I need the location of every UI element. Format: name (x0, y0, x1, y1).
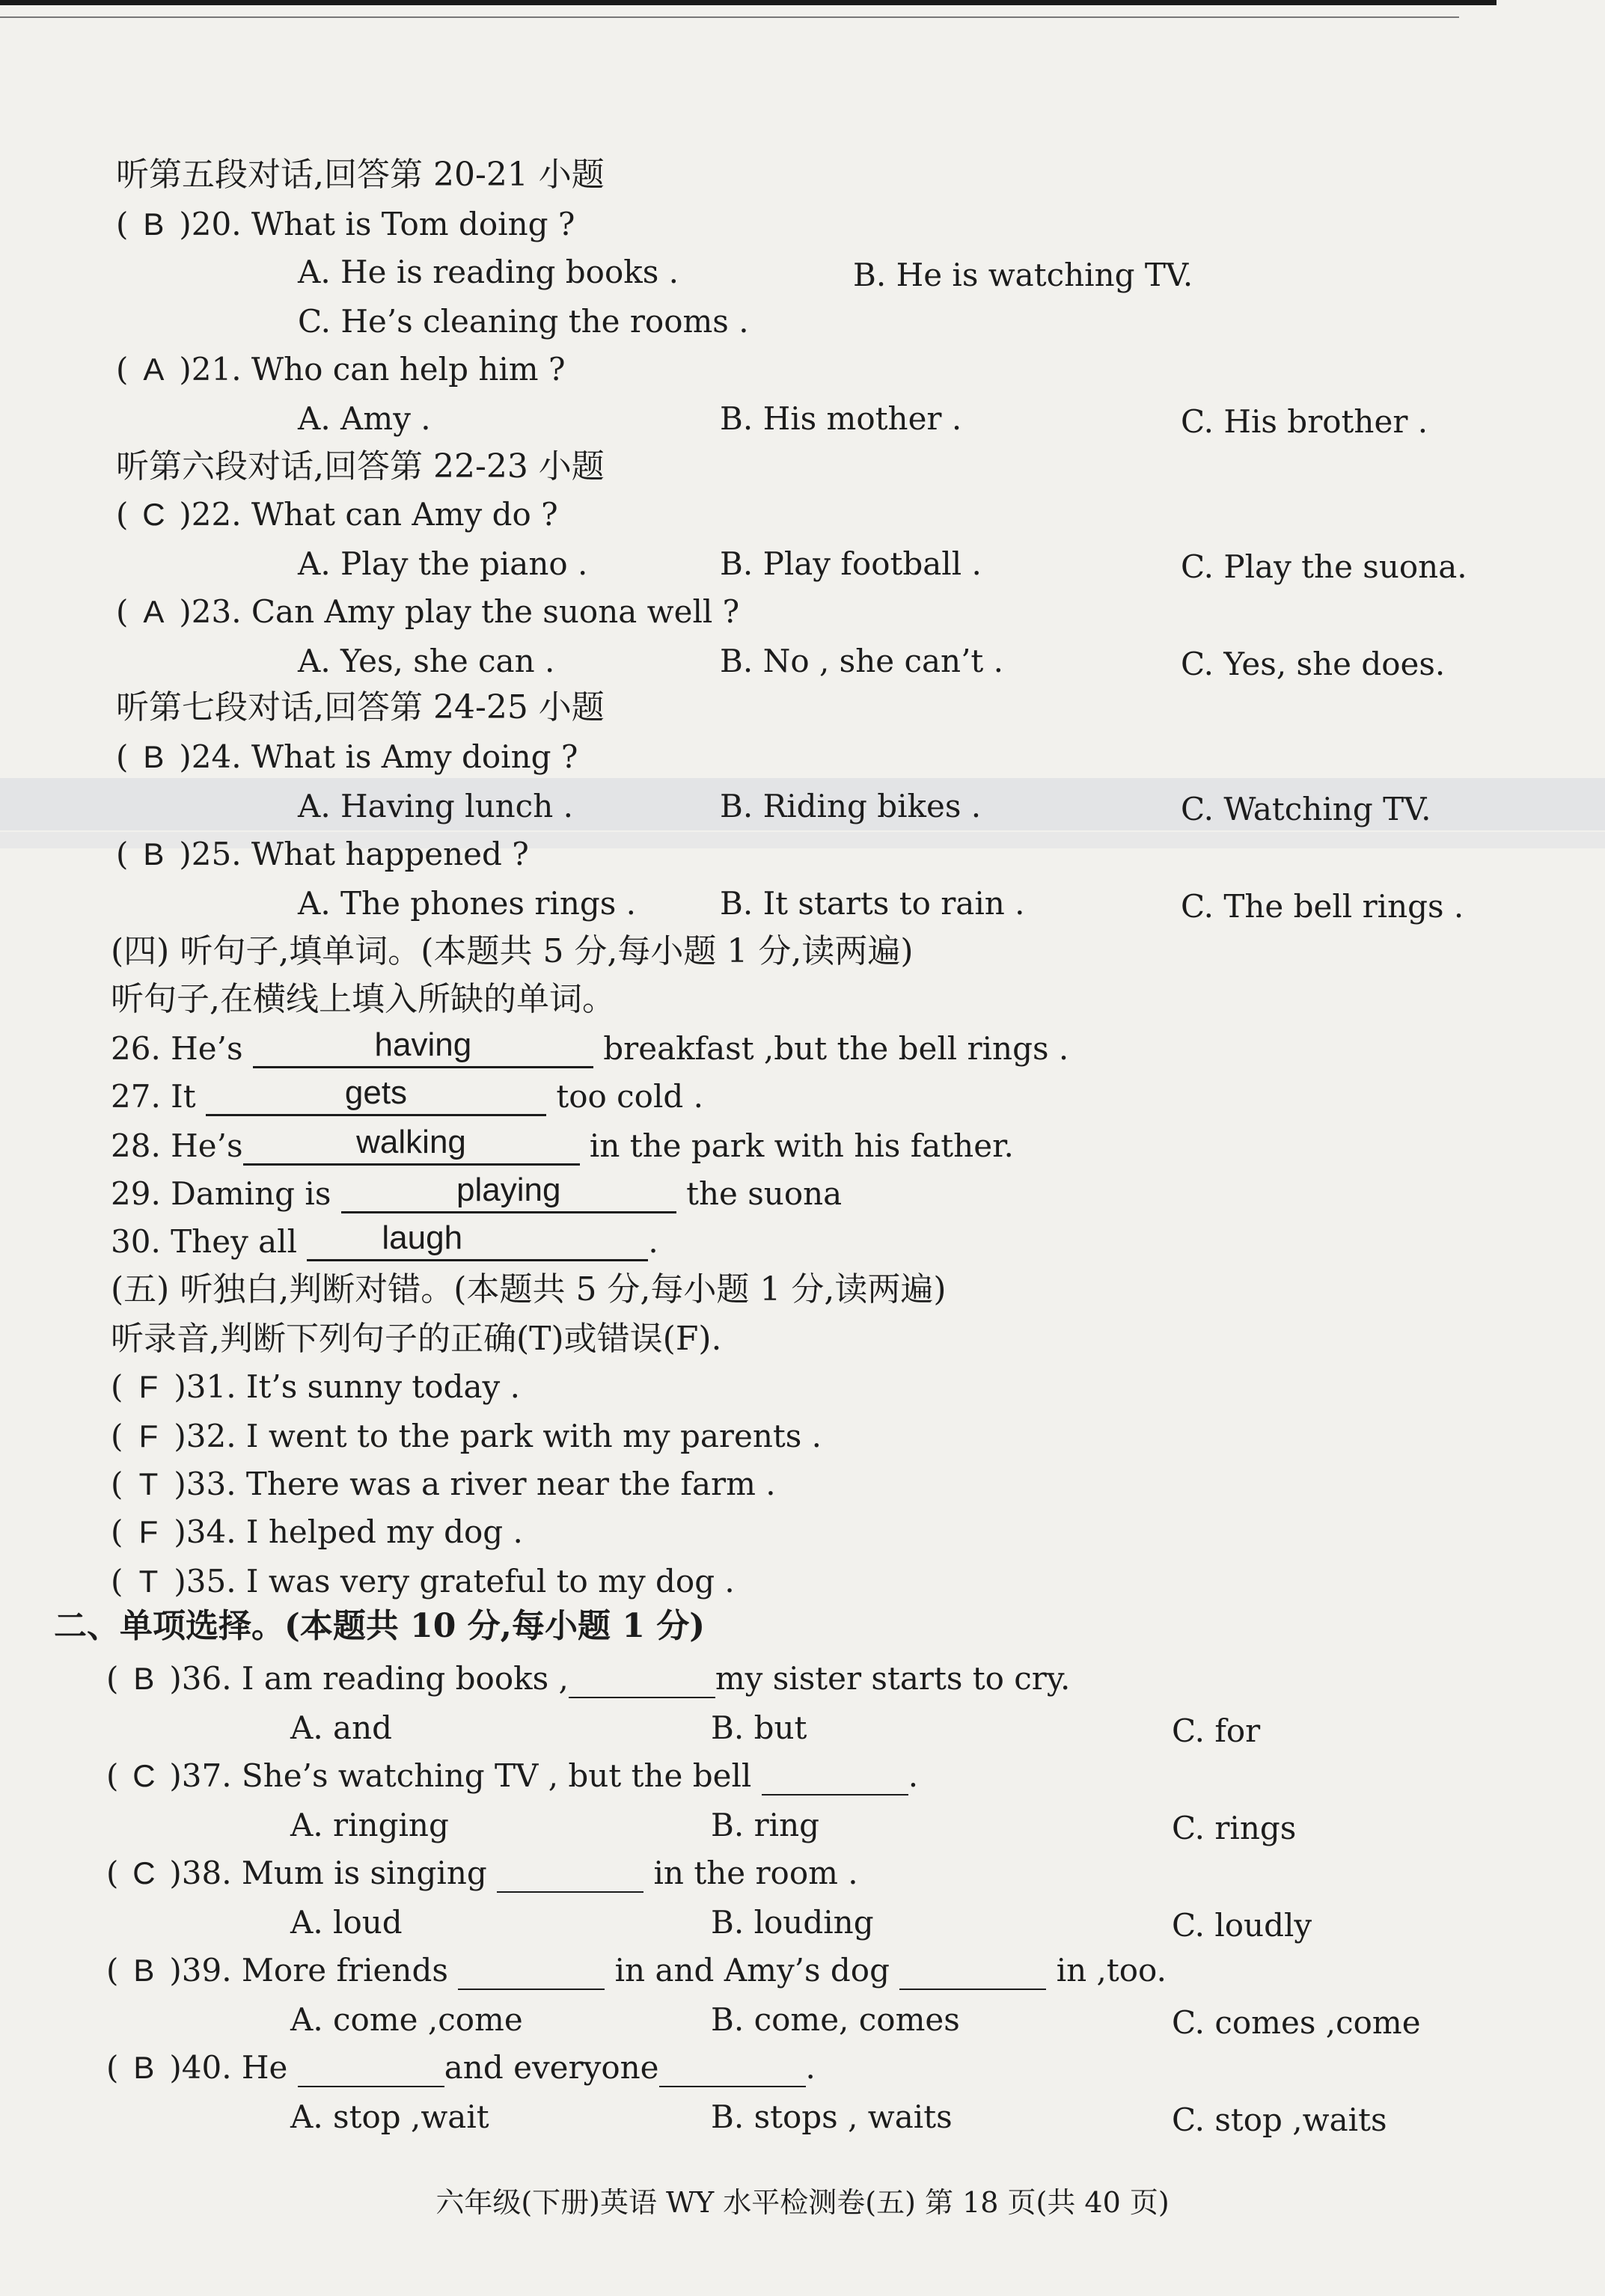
question-37: ( C )37. She’s watching TV , but the bell . (106, 1757, 919, 1794)
section-heading-6: 听第六段对话,回答第 22-23 小题 (116, 447, 605, 486)
option-a: A. Amy . (298, 400, 431, 437)
option-c: C. loudly (1172, 1907, 1312, 1944)
answer-blank (659, 2053, 806, 2087)
question-24: ( B )24. What is Amy doing ? (116, 738, 578, 775)
option-c: C. comes ,come (1172, 2004, 1421, 2041)
answer-blank (458, 1956, 605, 1990)
option-a: A. Yes, she can . (298, 643, 555, 679)
answer-mark: B (133, 1953, 155, 1988)
answer-blank (497, 1858, 643, 1893)
part-2-heading: 二、单项选择。(本题共 10 分,每小题 1 分) (54, 1607, 706, 1645)
answer-mark: B (143, 206, 165, 242)
answer-mark: F (138, 1514, 159, 1549)
fill-27: 27. It gets too cold . (111, 1074, 703, 1115)
question-39: ( B )39. More friends in and Amy’s dog in ,too. (106, 1952, 1167, 1989)
option-c: C. for (1172, 1712, 1261, 1749)
fill-26: 26. He’s having breakfast ,but the bell rings . (111, 1026, 1069, 1067)
handwritten-answer: laugh (382, 1219, 463, 1256)
fill-30: 30. They all laugh . (111, 1219, 658, 1260)
question-25: ( B )25. What happened ? (116, 836, 529, 872)
fill-answer-line (206, 1074, 546, 1116)
option-c: C. The bell rings . (1181, 888, 1464, 925)
handwritten-answer: gets (344, 1074, 408, 1111)
handwritten-answer: having (374, 1026, 472, 1063)
option-b: B. No , she can’t . (720, 643, 1004, 679)
answer-mark: T (138, 1564, 159, 1599)
option-a: A. ringing (290, 1807, 449, 1843)
option-b: B. His mother . (720, 400, 962, 437)
question-22: ( C )22. What can Amy do ? (116, 496, 558, 533)
page-footer: 六年级(下册)英语 WY 水平检测卷(五) 第 18 页(共 40 页) (435, 2186, 1170, 2219)
answer-mark: B (133, 1661, 155, 1696)
judgement-32: ( F )32. I went to the park with my parents . (111, 1418, 822, 1454)
section-heading-7: 听第七段对话,回答第 24-25 小题 (116, 688, 605, 726)
option-a: A. Play the piano . (298, 545, 588, 582)
judgement-33: ( T )33. There was a river near the farm . (111, 1466, 776, 1502)
fill-28: 28. He’s walking in the park with his father. (111, 1124, 1014, 1164)
option-a: A. The phones rings . (298, 885, 637, 922)
question-20: ( B )20. What is Tom doing ? (116, 206, 575, 242)
answer-mark: C (142, 497, 165, 532)
part-4-instruction: 听句子,在横线上填入所缺的单词。 (111, 980, 615, 1018)
fill-answer-line (307, 1219, 648, 1261)
part-5-heading: (五) 听独白,判断对错。(本题共 5 分,每小题 1 分,读两遍) (111, 1270, 947, 1308)
option-b: B. louding (711, 1904, 874, 1941)
fill-answer-line (243, 1124, 580, 1166)
answer-mark: F (138, 1369, 159, 1404)
option-c: C. Play the suona. (1181, 548, 1467, 585)
option-b: B. but (711, 1709, 807, 1746)
answer-mark: A (143, 594, 165, 629)
section-heading-5: 听第五段对话,回答第 20-21 小题 (116, 156, 605, 194)
question-23: ( A )23. Can Amy play the suona well ? (116, 593, 740, 630)
option-a: A. and (290, 1709, 393, 1746)
option-b: B. Riding bikes . (720, 788, 982, 824)
option-b: B. Play football . (720, 545, 982, 582)
answer-blank (762, 1761, 908, 1796)
option-b: B. He is watching TV. (853, 257, 1193, 293)
judgement-35: ( T )35. I was very grateful to my dog . (111, 1563, 735, 1599)
option-b: B. stops , waits (711, 2098, 953, 2135)
option-c: C. rings (1172, 1810, 1297, 1846)
option-c: C. He’s cleaning the rooms . (298, 303, 749, 340)
fill-29: 29. Daming is playing the suona (111, 1172, 843, 1212)
answer-mark: T (138, 1466, 159, 1501)
option-c: C. Yes, she does. (1181, 646, 1446, 682)
answer-mark: B (143, 836, 165, 872)
answer-mark: F (138, 1418, 159, 1454)
question-38: ( C )38. Mum is singing in the room . (106, 1855, 858, 1891)
option-a: A. Having lunch . (298, 788, 573, 824)
judgement-31: ( F )31. It’s sunny today . (111, 1368, 520, 1405)
answer-blank (298, 2053, 444, 2087)
handwritten-answer: walking (356, 1124, 466, 1160)
handwritten-answer: playing (456, 1172, 561, 1208)
fill-answer-line (253, 1026, 593, 1068)
option-c: C. His brother . (1181, 403, 1428, 440)
option-a: A. come ,come (290, 2001, 523, 2038)
answer-blank (899, 1956, 1046, 1990)
option-a: A. He is reading books . (298, 254, 679, 290)
option-b: B. come, comes (711, 2001, 960, 2038)
judgement-34: ( F )34. I helped my dog . (111, 1513, 523, 1550)
answer-blank (569, 1664, 715, 1698)
answer-mark: C (132, 1758, 156, 1793)
question-21: ( A )21. Who can help him ? (116, 351, 566, 388)
part-5-instruction: 听录音,判断下列句子的正确(T)或错误(F). (111, 1320, 722, 1358)
option-b: B. It starts to rain . (720, 885, 1025, 922)
option-a: A. stop ,wait (290, 2098, 489, 2135)
option-b: B. ring (711, 1807, 820, 1843)
fill-answer-line (341, 1172, 676, 1213)
part-4-heading: (四) 听句子,填单词。(本题共 5 分,每小题 1 分,读两遍) (111, 932, 914, 970)
option-a: A. loud (290, 1904, 403, 1941)
question-36: ( B )36. I am reading books , my sister starts to cry. (106, 1660, 1071, 1697)
answer-mark: B (133, 2050, 155, 2085)
option-c: C. stop ,waits (1172, 2101, 1387, 2138)
answer-mark: A (143, 352, 165, 387)
question-40: ( B )40. He and everyone . (106, 2049, 816, 2086)
answer-mark: B (143, 739, 165, 774)
option-c: C. Watching TV. (1181, 791, 1431, 827)
answer-mark: C (132, 1855, 156, 1891)
